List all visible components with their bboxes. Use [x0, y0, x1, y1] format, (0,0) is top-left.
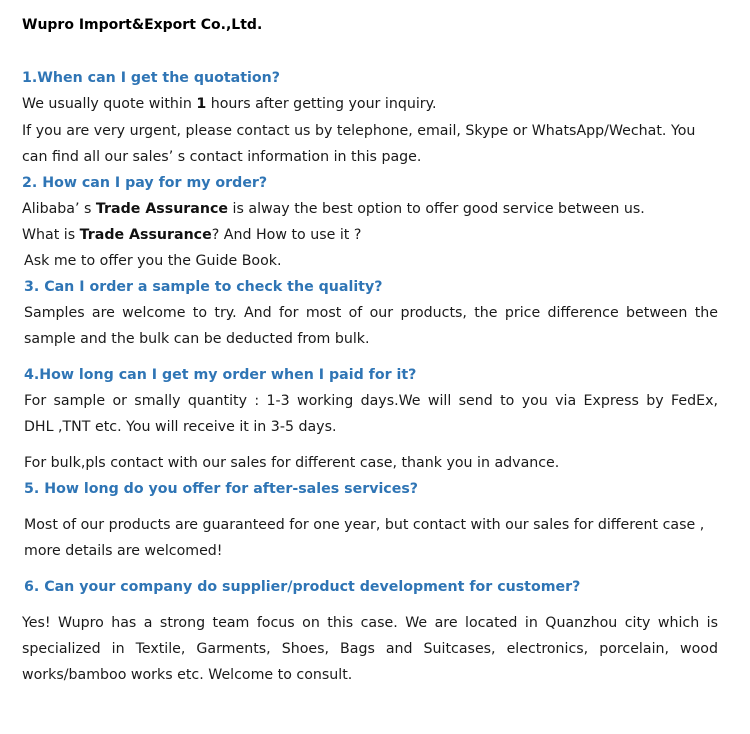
question-5-title: 5. How long do you offer for after-sales services?: [24, 481, 419, 497]
answer-4-line-1: For sample or smally quantity : 1-3 working days.We will send to you via Express by FedEx,: [24, 393, 718, 409]
question-1-title: 1.When can I get the quotation?: [22, 70, 280, 86]
question-3-title: 3. Can I order a sample to check the quality?: [24, 279, 383, 295]
company-name: Wupro Import&Export Co.,Ltd.: [22, 17, 263, 33]
answer-4-line-3: For bulk,pls contact with our sales for different case, thank you in advance.: [24, 455, 560, 471]
question-2-title: 2. How can I pay for my order?: [22, 175, 268, 191]
answer-3-line-1: Samples are welcome to try. And for most of our products, the price difference between the: [24, 305, 718, 321]
answer-6-line-1: Yes! Wupro has a strong team focus on this case. We are located in Quanzhou city which is: [22, 615, 718, 631]
answer-6-line-2: specialized in Textile, Garments, Shoes, Bags and Suitcases, electronics, porcelain, wood: [22, 641, 718, 657]
answer-1-line-3: can find all our sales’ s contact information in this page.: [22, 149, 422, 165]
answer-5-line-2: more details are welcomed!: [24, 543, 223, 559]
question-6-title: 6. Can your company do supplier/product development for customer?: [24, 579, 581, 595]
answer-2-line-1: Alibaba’ s Trade Assurance is alway the best option to offer good service between us.: [22, 201, 645, 217]
answer-2-line-3: Ask me to offer you the Guide Book.: [24, 253, 282, 269]
answer-1-line-1: We usually quote within 1 hours after getting your inquiry.: [22, 96, 437, 112]
answer-6-line-3: works/bamboo works etc. Welcome to consult.: [22, 667, 353, 683]
question-4-title: 4.How long can I get my order when I paid for it?: [24, 367, 417, 383]
answer-3-line-2: sample and the bulk can be deducted from bulk.: [24, 331, 370, 347]
answer-1-line-2: If you are very urgent, please contact us by telephone, email, Skype or WhatsApp/Wechat. You: [22, 123, 696, 139]
answer-4-line-2: DHL ,TNT etc. You will receive it in 3-5 days.: [24, 419, 337, 435]
answer-2-line-2: What is Trade Assurance? And How to use it ?: [22, 227, 362, 243]
answer-5-line-1: Most of our products are guaranteed for one year, but contact with our sales for different case ,: [24, 517, 705, 533]
